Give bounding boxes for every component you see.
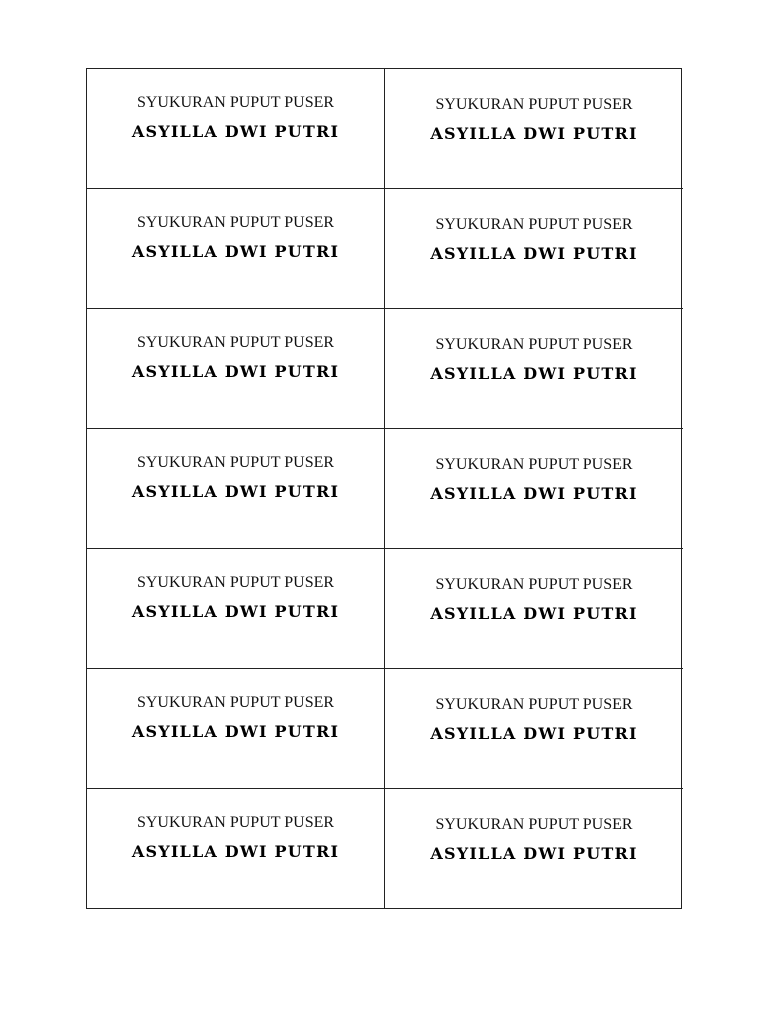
label-event-title: SYUKURAN PUPUT PUSER (435, 576, 633, 593)
label-event-title: SYUKURAN PUPUT PUSER (435, 816, 633, 833)
label-cell (87, 189, 385, 309)
label-name: ASYILLA DWI PUTRI (430, 364, 638, 383)
label-event-title: SYUKURAN PUPUT PUSER (435, 336, 633, 353)
label-cell (385, 309, 683, 429)
label-event-title: SYUKURAN PUPUT PUSER (435, 216, 633, 233)
label-sheet (86, 68, 682, 909)
label-cell (385, 789, 683, 909)
label-name: ASYILLA DWI PUTRI (131, 122, 340, 141)
label-cell (87, 789, 385, 909)
label-name: ASYILLA DWI PUTRI (131, 362, 340, 381)
label-cell (87, 69, 385, 189)
label-name: ASYILLA DWI PUTRI (131, 242, 340, 261)
label-name: ASYILLA DWI PUTRI (430, 244, 638, 263)
label-name: ASYILLA DWI PUTRI (430, 484, 638, 503)
label-event-title: SYUKURAN PUPUT PUSER (435, 96, 633, 113)
label-name: ASYILLA DWI PUTRI (430, 724, 638, 743)
label-name: ASYILLA DWI PUTRI (131, 602, 340, 621)
label-event-title: SYUKURAN PUPUT PUSER (435, 456, 633, 473)
label-event-title: SYUKURAN PUPUT PUSER (136, 214, 335, 231)
label-name: ASYILLA DWI PUTRI (430, 604, 638, 623)
label-cell (87, 429, 385, 549)
label-cell (385, 669, 683, 789)
label-cell (385, 549, 683, 669)
label-event-title: SYUKURAN PUPUT PUSER (136, 694, 335, 711)
label-name: ASYILLA DWI PUTRI (131, 842, 340, 861)
label-event-title: SYUKURAN PUPUT PUSER (136, 814, 335, 831)
label-name: ASYILLA DWI PUTRI (131, 482, 340, 501)
label-event-title: SYUKURAN PUPUT PUSER (136, 94, 335, 111)
label-event-title: SYUKURAN PUPUT PUSER (435, 696, 633, 713)
label-event-title: SYUKURAN PUPUT PUSER (136, 334, 335, 351)
label-cell (87, 549, 385, 669)
label-cell (87, 669, 385, 789)
label-event-title: SYUKURAN PUPUT PUSER (136, 454, 335, 471)
label-cell (385, 189, 683, 309)
label-name: ASYILLA DWI PUTRI (430, 124, 638, 143)
label-cell (385, 429, 683, 549)
label-event-title: SYUKURAN PUPUT PUSER (136, 574, 335, 591)
label-name: ASYILLA DWI PUTRI (131, 722, 340, 741)
label-name: ASYILLA DWI PUTRI (430, 844, 638, 863)
label-cell (385, 69, 683, 189)
label-cell (87, 309, 385, 429)
